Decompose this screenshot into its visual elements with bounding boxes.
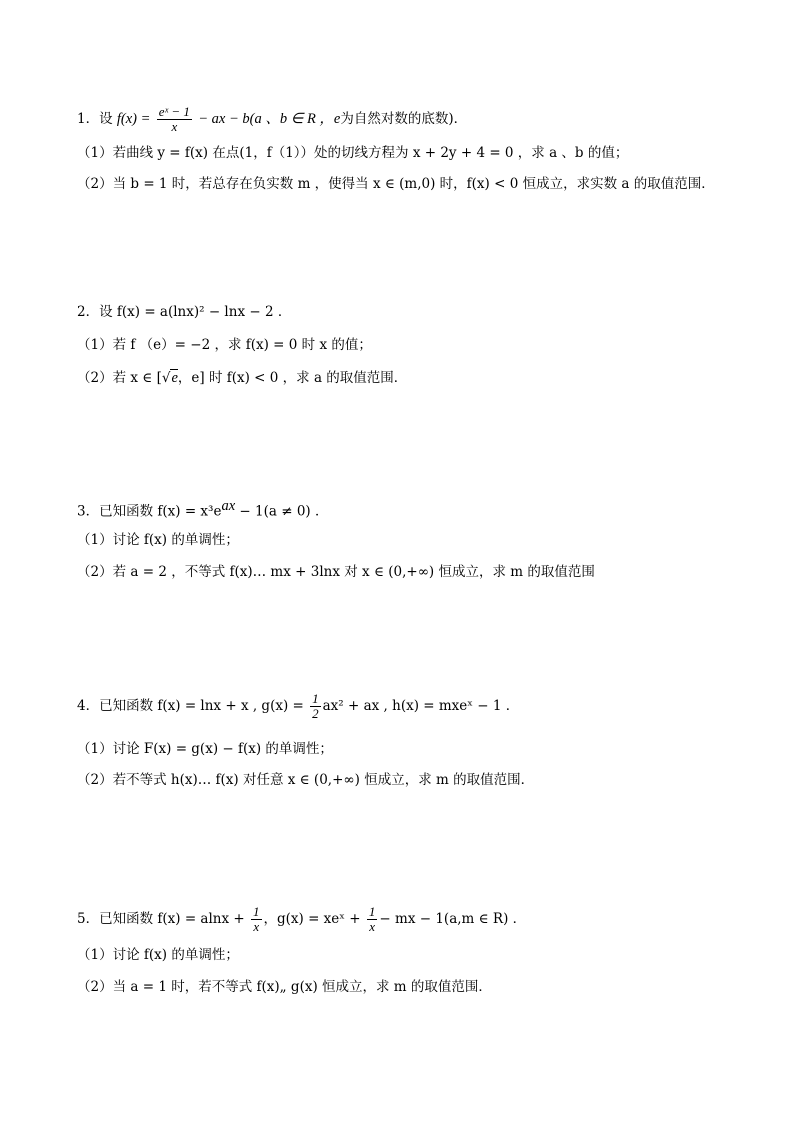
problem-2-part-2: （2）若 x ∈ [√e，e] 时 f(x) < 0 ，求 a 的取值范围．	[77, 370, 408, 386]
problem-5-part-1: （1）讨论 f(x) 的单调性；	[77, 947, 239, 963]
problem-number: 5．	[77, 911, 100, 927]
problem-number: 3．	[77, 503, 100, 520]
sqrt-radicand: e	[171, 370, 178, 386]
fraction: $\frac{1}{x}$	[368, 904, 376, 934]
problem-5-stem: 5．已知函数 f(x) = alnx + $\frac{1}{x}$ ，g(x) = xeˣ + $\frac{1}{x}$ − mx − 1(a,m ∈ R) ．	[77, 904, 527, 934]
problem-3-part-1: （1）讨论 f(x) 的单调性；	[77, 532, 239, 548]
problem-4-part-2: （2）若不等式 h(x)… f(x) 对任意 x ∈ (0,+∞) 恒成立，求 m 的取值范围．	[77, 772, 535, 788]
problem-1-part-1: （1）若曲线 y = f(x) 在点(1，f（1））处的切线方程为 x + 2y + 4 = 0 ，求 a 、b 的值；	[77, 145, 629, 161]
problem-1-part-2: （2）当 b = 1 时，若总存在负实数 m ，使得当 x ∈ (m,0) 时，f(x) < 0 恒成立，求实数 a 的取值范围．	[77, 176, 715, 192]
problem-2-part-1: （1）若 f （e）= −2 ，求 f(x) = 0 时 x 的值；	[77, 337, 372, 353]
problem-5-part-2: （2）当 a = 1 时，若不等式 f(x)„ g(x) 恒成立，求 m 的取值范围．	[77, 979, 492, 995]
fraction: $\frac{1}{2}$	[312, 691, 319, 721]
problem-4-stem: 4．已知函数 f(x) = lnx + x , g(x) = $\frac{1}{2}$ ax² + ax , h(x) = mxeˣ − 1 ．	[77, 691, 520, 721]
problem-3-stem: 3．已知函数 $f(x) = x^3e^{ax} - 1(a \ne 0)$ ．	[77, 498, 329, 520]
fraction: $\frac{1}{x}$	[253, 904, 260, 934]
problem-2-stem: 2．设 f(x) = a(lnx)² − lnx − 2 ．	[77, 304, 292, 320]
problem-3-part-2: （2）若 a = 2 ，不等式 f(x)… mx + 3lnx 对 x ∈ (0,+∞) 恒成立，求 m 的取值范围	[77, 564, 595, 580]
problem-1-stem: 1．设 f(x) = $\frac{\text{eˣ − 1}}{x}$ − ax − b(a 、b ∈ R ，e为自然对数的底数)．	[77, 104, 468, 134]
problem-4-part-1: （1）讨论 F(x) = g(x) − f(x) 的单调性；	[77, 741, 333, 757]
fraction: $\frac{\text{eˣ − 1}}{x}$	[158, 104, 190, 134]
problem-number: 4．	[77, 698, 100, 714]
problem-number: 1．	[77, 111, 100, 127]
problem-number: 2．	[77, 304, 100, 320]
